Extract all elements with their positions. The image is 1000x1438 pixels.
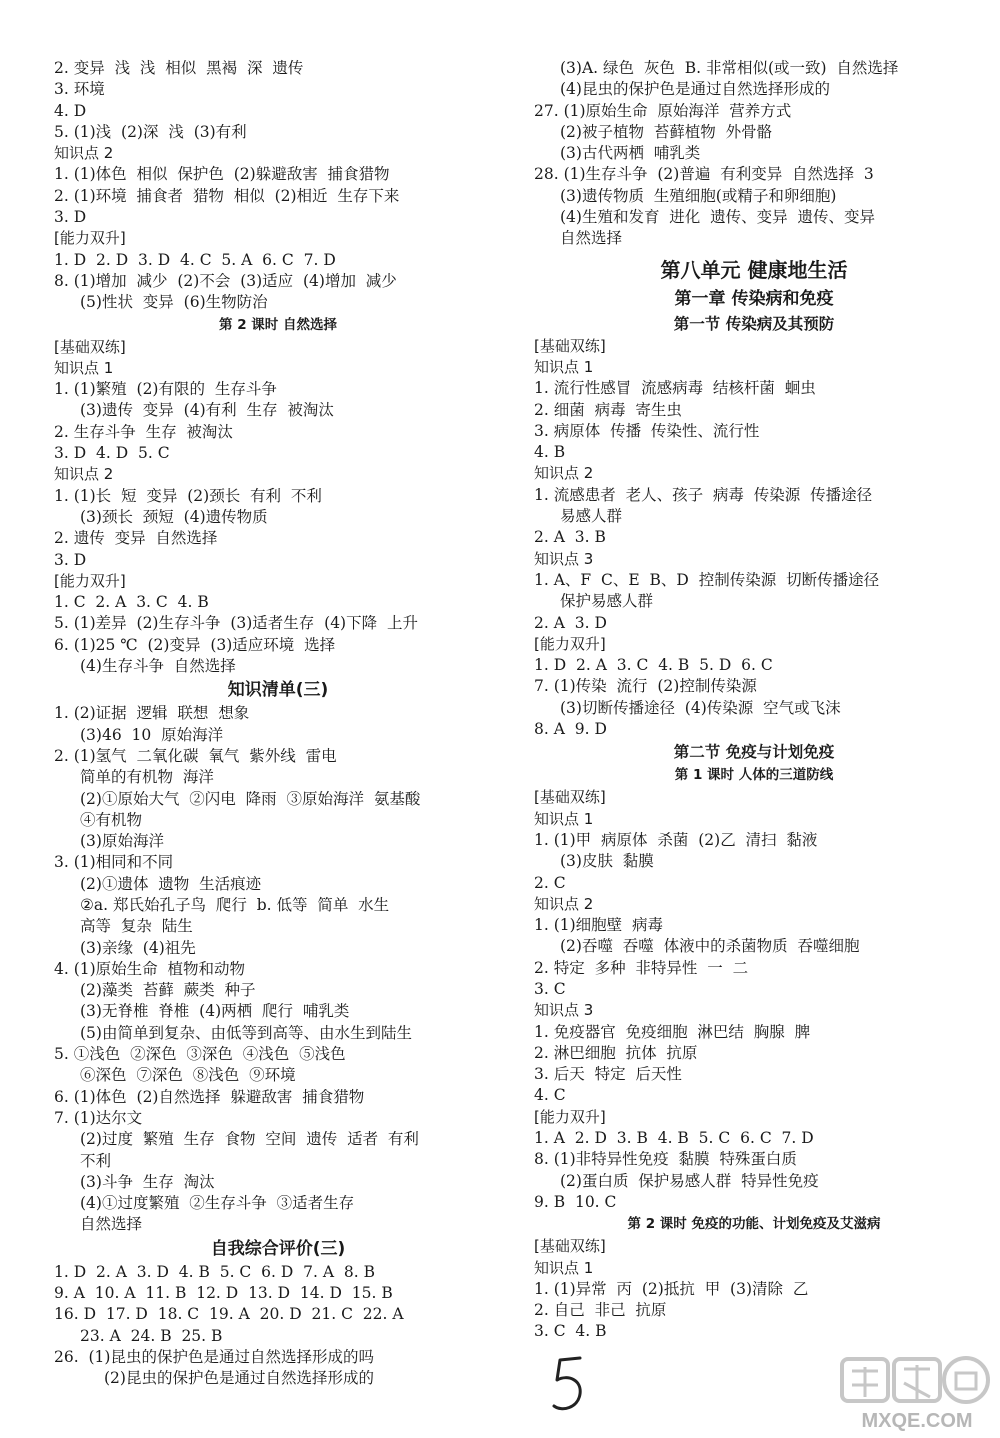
answer-line: 8. (1)非特异性免疫 黏膜 特殊蛋白质	[534, 1150, 797, 1169]
answer-line: 2. A 3. B	[534, 528, 606, 547]
answer-line: 高等 复杂 陆生	[80, 917, 193, 936]
answer-line: 2. C	[534, 873, 566, 892]
answer-line: 8. (1)增加 减少 (2)不会 (3)适应 (4)增加 减少	[54, 271, 397, 290]
subsection-label: [能力双升]	[534, 1107, 606, 1126]
answer-line: (3)亲缘 (4)祖先	[80, 938, 196, 957]
answer-line: (3)斗争 生存 淘汰	[80, 1172, 215, 1191]
answer-line: 6. (1)25 ℃ (2)变异 (3)适应环境 选择	[54, 635, 336, 654]
answer-line: 3. 后天 特定 后天性	[534, 1065, 682, 1084]
answer-line: 5. ①浅色 ②深色 ③深色 ④浅色 ⑤浅色	[54, 1045, 346, 1064]
subsection-label: 知识点 3	[534, 549, 594, 568]
answer-line: (2)过度 繁殖 生存 食物 空间 遗传 适者 有利	[80, 1130, 419, 1149]
answer-line: 4. C	[534, 1086, 566, 1105]
answer-line: (3)46 10 原始海洋	[80, 725, 224, 744]
answer-line: (3)古代两栖 哺乳类	[560, 144, 701, 163]
answer-line: 4. B	[534, 443, 566, 462]
answer-line: (2)吞噬 吞噬 体液中的杀菌物质 吞噬细胞	[560, 937, 860, 956]
answer-line: 1. 流行性感冒 流感病毒 结核杆菌 蛔虫	[534, 379, 816, 398]
answer-line: 保护易感人群	[560, 592, 654, 611]
subsection-label: 知识点 2	[534, 464, 594, 483]
answer-line: ②a. 郑氏始孔子鸟 爬行 b. 低等 简单 水生	[80, 895, 390, 914]
answer-line: 7. (1)达尔文	[54, 1108, 143, 1127]
subsection-label: 知识点 2	[54, 465, 114, 484]
right-answer-column	[534, 58, 974, 1343]
answer-line: (2)藻类 苔藓 蕨类 种子	[80, 981, 256, 1000]
answer-line: 1. A 2. D 3. B 4. B 5. C 6. C 7. D	[534, 1129, 814, 1148]
answer-line: 28. (1)生存斗争 (2)普遍 有利变异 自然选择 3	[534, 165, 874, 184]
answer-line: 自然选择	[80, 1215, 143, 1234]
answer-line: 8. A 9. D	[534, 720, 607, 739]
answer-line: 3. C 4. B	[534, 1322, 607, 1341]
answer-line: 5. (1)差异 (2)生存斗争 (3)适者生存 (4)下降 上升	[54, 614, 418, 633]
answer-line: 1. 免疫器官 免疫细胞 淋巴结 胸腺 脾	[534, 1022, 811, 1041]
answer-line: 2. (1)氢气 二氧化碳 氧气 紫外线 雷电	[54, 746, 337, 765]
answer-line: 1. (1)体色 相似 保护色 (2)躲避敌害 捕食猎物	[54, 165, 390, 184]
answer-line: 3. D	[54, 550, 87, 569]
answer-line: 2. 遗传 变异 自然选择	[54, 529, 218, 548]
answer-line: 1. (1)甲 病原体 杀菌 (2)乙 清扫 黏液	[534, 830, 818, 849]
answer-line: 1. C 2. A 3. C 4. B	[54, 593, 209, 612]
answer-line: 2. 淋巴细胞 抗体 抗原	[534, 1043, 698, 1062]
answer-line: 1. D 2. A 3. D 4. B 5. C 6. D 7. A 8. B	[54, 1262, 376, 1281]
answer-line: 1. (1)异常 丙 (2)抵抗 甲 (3)清除 乙	[534, 1279, 809, 1298]
subsection-label: 知识点 1	[534, 1258, 594, 1277]
answer-line: 5. (1)浅 (2)深 浅 (3)有利	[54, 122, 247, 141]
answer-line: 不利	[80, 1151, 112, 1170]
answer-line: 3. D	[54, 208, 87, 227]
answer-line: (2)昆虫的保护色是通过自然选择形成的	[104, 1369, 374, 1388]
answer-line: 2. A 3. D	[534, 613, 607, 632]
subsection-label: [能力双升]	[534, 634, 606, 653]
answer-line: (2)蛋白质 保护易感人群 特异性免疫	[560, 1171, 819, 1190]
answer-line: 3. 病原体 传播 传染性、流行性	[534, 421, 760, 440]
answer-line: ⑥深色 ⑦深色 ⑧浅色 ⑨环境	[80, 1066, 296, 1085]
section-heading: 知识清单(三)	[227, 680, 329, 701]
answer-line: 1. A、F C、E B、D 控制传染源 切断传播途径	[534, 570, 880, 589]
answer-line: (3)遗传物质 生殖细胞(或精子和卵细胞)	[560, 186, 837, 205]
answer-line: 3. C	[534, 979, 566, 998]
answer-line: 1. (2)证据 逻辑 联想 想象	[54, 704, 250, 723]
answer-line: 1. 流感患者 老人、孩子 病毒 传染源 传播途径	[534, 485, 873, 504]
answer-line: 易感人群	[560, 507, 623, 526]
section-heading: 自我综合评价(三)	[210, 1238, 346, 1259]
subsection-label: [基础双练]	[54, 337, 126, 356]
subsection-label: [基础双练]	[534, 788, 606, 807]
answer-line: (2)①原始大气 ②闪电 降雨 ③原始海洋 氨基酸	[80, 789, 421, 808]
answer-line: 自然选择	[560, 229, 623, 248]
answer-line: ④有机物	[80, 810, 143, 829]
section-heading: 第二节 免疫与计划免疫	[673, 743, 835, 762]
answer-line: (3)颈长 颈短 (4)遗传物质	[80, 507, 268, 526]
answer-line: 1. D 2. D 3. D 4. C 5. A 6. C 7. D	[54, 250, 336, 269]
answer-line: (2)①遗体 遗物 生活痕迹	[80, 874, 262, 893]
subsection-label: [基础双练]	[534, 336, 606, 355]
answer-line: (3)原始海洋	[80, 832, 164, 851]
answer-line: 27. (1)原始生命 原始海洋 营养方式	[534, 101, 792, 120]
subsection-label: 知识点 2	[534, 894, 594, 913]
answer-line: 简单的有机物 海洋	[80, 768, 214, 787]
answer-line: (4)生存斗争 自然选择	[80, 657, 236, 676]
answer-line: 7. (1)传染 流行 (2)控制传染源	[534, 677, 757, 696]
answer-line: (3)无脊椎 脊椎 (4)两栖 爬行 哺乳类	[80, 1002, 350, 1021]
watermark-logo	[838, 1355, 996, 1435]
answer-line: 3. D 4. D 5. C	[54, 444, 170, 463]
subsection-label: 知识点 3	[534, 1001, 594, 1020]
answer-line: 26. (1)昆虫的保护色是通过自然选择形成的吗	[54, 1347, 374, 1366]
answer-line: 3. (1)相同和不同	[54, 853, 174, 872]
left-answer-column	[54, 58, 502, 1390]
answer-line: 1. D 2. A 3. C 4. B 5. D 6. C	[534, 656, 773, 675]
answer-line: 9. B 10. C	[534, 1192, 617, 1211]
answer-line: 9. A 10. A 11. B 12. D 13. D 14. D 15. B	[54, 1284, 393, 1303]
answer-line: 2. 生存斗争 生存 被淘汰	[54, 422, 233, 441]
subsection-label: 知识点 1	[54, 358, 114, 377]
answer-line: (3)A. 绿色 灰色 B. 非常相似(或一致) 自然选择	[560, 59, 899, 77]
answer-line: (4)①过度繁殖 ②生存斗争 ③适者生存	[80, 1194, 355, 1213]
answer-line: 16. D 17. D 18. C 19. A 20. D 21. C 22. A	[54, 1305, 404, 1324]
subsection-label: 知识点 1	[534, 809, 594, 828]
answer-line: (3)遗传 变异 (4)有利 生存 被淘汰	[80, 401, 334, 420]
subsection-label: [基础双练]	[534, 1237, 606, 1256]
handwritten-page-number	[548, 1352, 588, 1416]
answer-line: (3)皮肤 黏膜	[560, 852, 654, 871]
section-heading: 第一章 传染病和免疫	[674, 288, 834, 309]
answer-line: (5)性状 变异 (6)生物防治	[80, 293, 268, 312]
answer-line: (3)切断传播途径 (4)传染源 空气或飞沫	[560, 698, 841, 717]
subsection-label: [能力双升]	[54, 571, 126, 590]
watermark-text: MXQE.COM	[861, 1410, 973, 1432]
answer-line: (2)被子植物 苔藓植物 外骨骼	[560, 122, 773, 141]
section-heading: 第 1 课时 人体的三道防线	[674, 767, 834, 784]
answer-line: 23. A 24. B 25. B	[80, 1326, 223, 1345]
subsection-label: 知识点 1	[534, 357, 594, 376]
answer-line: (4)昆虫的保护色是通过自然选择形成的	[560, 80, 830, 99]
answer-line: 1. (1)繁殖 (2)有限的 生存斗争	[54, 380, 277, 399]
answer-line: 4. D	[54, 101, 87, 120]
answer-line: 2. 变异 浅 浅 相似 黑褐 深 遗传	[54, 59, 304, 77]
answer-line: 4. (1)原始生命 植物和动物	[54, 959, 246, 978]
subsection-label: [能力双升]	[54, 229, 126, 248]
answer-line: 2. 特定 多种 非特异性 一 二	[534, 958, 749, 977]
answer-line: 2. 细菌 病毒 寄生虫	[534, 400, 682, 419]
answer-line: (4)生殖和发育 进化 遗传、变异 遗传、变异	[560, 208, 876, 227]
section-heading: 第八单元 健康地生活	[660, 257, 848, 282]
answer-line: 2. 自己 非己 抗原	[534, 1301, 667, 1320]
answer-line: 1. (1)细胞壁 病毒	[534, 916, 664, 935]
subsection-label: 知识点 2	[54, 144, 114, 163]
answer-line: 1. (1)长 短 变异 (2)颈长 有利 不利	[54, 486, 322, 505]
answer-line: 3. 环境	[54, 80, 105, 99]
answer-line: 6. (1)体色 (2)自然选择 躲避敌害 捕食猎物	[54, 1087, 365, 1106]
section-heading: 第 2 课时 自然选择	[219, 316, 337, 333]
answer-line: (5)由简单到复杂、由低等到高等、由水生到陆生	[80, 1023, 412, 1042]
answer-line: 2. (1)环境 捕食者 猎物 相似 (2)相近 生存下来	[54, 186, 400, 205]
section-heading: 第 2 课时 免疫的功能、计划免疫及艾滋病	[627, 1216, 881, 1233]
section-heading: 第一节 传染病及其预防	[673, 314, 835, 333]
